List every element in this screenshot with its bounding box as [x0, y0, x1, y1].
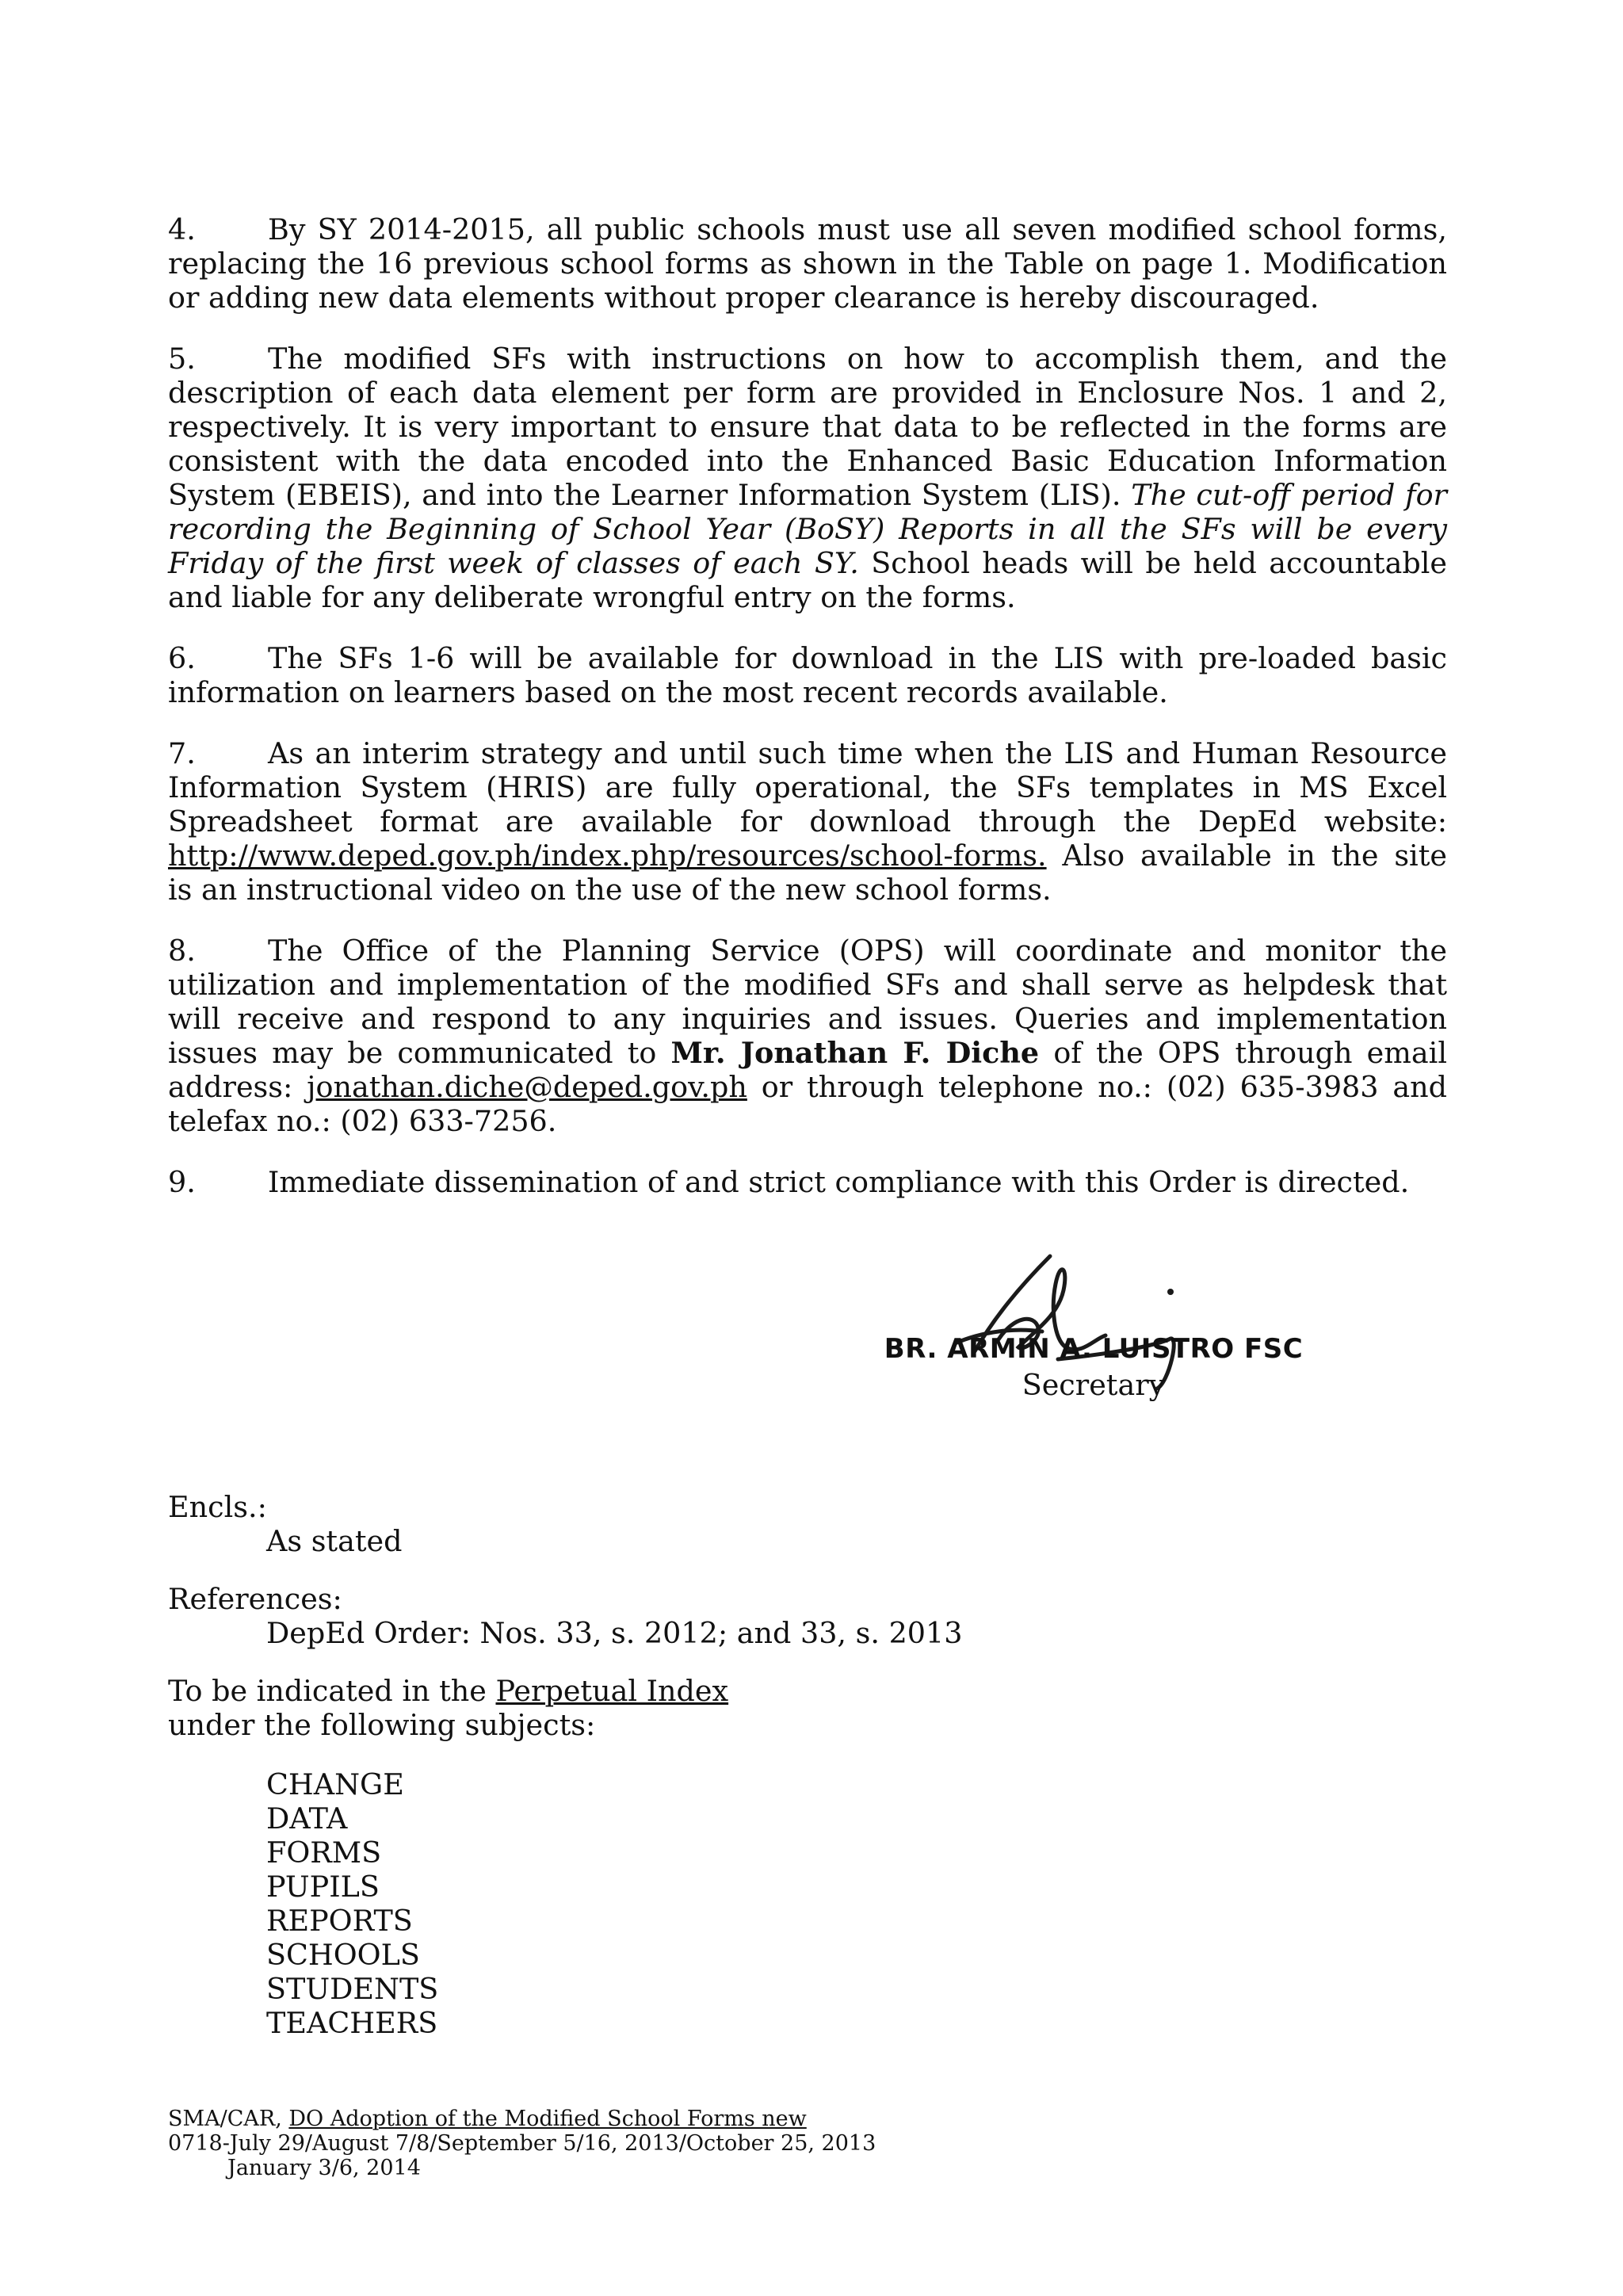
list-item: CHANGE [266, 1767, 404, 1801]
paragraph-text: As an interim strategy and until such time when the LIS and Human Resource Information System (HRIS) are fully operational, the SFs templates in MS Excel Spreadsheet format are available for download through the DepEd website: [168, 736, 1447, 839]
subjects-list [266, 1767, 438, 2040]
paragraph-text: The modified SFs with instructions on how to accomplish them, and the description of each data element per form are provided in Enclosure Nos. 1 and 2, respectively. It is very important to ensure that data to be reflected in the forms are consistent with the data encoded into the Enhanced Basic Education Information System (EBEIS), and into the Learner Information System (LIS). [168, 342, 1447, 512]
paragraph-number: 7. [168, 736, 196, 770]
paragraph-number: 5. [168, 342, 196, 376]
paragraph-7 [168, 736, 1447, 907]
list-item: REPORTS [266, 1904, 413, 1938]
enclosures-value: As stated [266, 1524, 403, 1558]
file-reference-line-3: January 3/6, 2014 [227, 2156, 421, 2180]
enclosures-section [168, 1490, 1436, 1558]
list-item: STUDENTS [266, 1972, 439, 2006]
paragraph-number: 8. [168, 934, 196, 968]
references-value: DepEd Order: Nos. 33, s. 2012; and 33, s. 2013 [266, 1616, 963, 1650]
perpetual-index-note [168, 1674, 1436, 1742]
paragraph-text: of the OPS through email address: [168, 1036, 1447, 1104]
file-reference [168, 2107, 876, 2180]
paragraph-number: 4. [168, 212, 196, 246]
paragraph-6 [168, 641, 1447, 709]
signatory-name: BR. ARMIN A. LUISTRO FSC [884, 1333, 1304, 1365]
signature-block [792, 1331, 1395, 1403]
paragraph-text: or through telephone no.: (02) 635-3983 and telefax no.: (02) 633-7256. [168, 1070, 1447, 1138]
paragraph-number: 6. [168, 641, 196, 675]
paragraph-text: The Office of the Planning Service (OPS) will coordinate and monitor the utilization and implementation of the modified SFs and shall serve as helpdesk that will receive and respond to any inquiries and issues. Queries and implementation issues may be communicated to [168, 934, 1447, 1070]
list-item: PUPILS [266, 1870, 380, 1904]
file-reference-prefix: SMA/CAR, [168, 2107, 289, 2131]
file-reference-line-2: 0718-July 29/August 7/8/September 5/16, 2013/October 25, 2013 [168, 2131, 876, 2156]
file-reference-line-1 [168, 2107, 876, 2131]
list-item: SCHOOLS [266, 1938, 420, 1972]
deped-school-forms-link[interactable]: http://www.deped.gov.ph/index.php/resources/school-forms. [168, 839, 1047, 873]
list-item: DATA [266, 1801, 348, 1836]
paragraph-text: School heads will be held accountable and liable for any deliberate wrongful entry on the forms. [168, 546, 1447, 614]
paragraph-8 [168, 934, 1447, 1138]
paragraph-text: By SY 2014-2015, all public schools must use all seven modified school forms, replacing the 16 previous school forms as shown in the Table on page 1. Modification or adding new data elements without proper clearance is hereby discouraged. [168, 212, 1447, 315]
cutoff-period-note: The cut-off period for recording the Beginning of School Year (BoSY) Reports in all the SFs will be every Friday of the first week of classes of each SY. [168, 478, 1447, 580]
enclosures-label: Encls.: [168, 1490, 267, 1524]
paragraph-4 [168, 212, 1447, 315]
contact-person-name: Mr. Jonathan F. Diche [670, 1036, 1040, 1070]
perpetual-index-link: Perpetual Index [495, 1674, 729, 1708]
paragraph-text: Also available in the site is an instructional video on the use of the new school forms. [168, 839, 1447, 907]
list-item: FORMS [266, 1836, 382, 1870]
references-label: References: [168, 1582, 342, 1616]
references-section [168, 1582, 1436, 1650]
paragraph-text: The SFs 1-6 will be available for download in the LIS with pre-loaded basic information on learners based on the most recent records available. [168, 641, 1447, 709]
index-note-line-2: under the following subjects: [168, 1708, 596, 1742]
list-item: TEACHERS [266, 2006, 438, 2040]
paragraph-text: Immediate dissemination of and strict compliance with this Order is directed. [268, 1165, 1410, 1199]
paragraph-5 [168, 342, 1447, 614]
contact-email-link[interactable]: jonathan.diche@deped.gov.ph [307, 1070, 747, 1104]
paragraph-9 [168, 1165, 1447, 1199]
paragraph-number: 9. [168, 1165, 196, 1199]
file-reference-title: DO Adoption of the Modified School Forms new [288, 2107, 807, 2131]
index-note-line-1 [168, 1674, 1436, 1708]
index-note-prefix: To be indicated in the [168, 1674, 496, 1708]
signatory-title: Secretary [1022, 1368, 1166, 1402]
order-body [168, 212, 1447, 1226]
